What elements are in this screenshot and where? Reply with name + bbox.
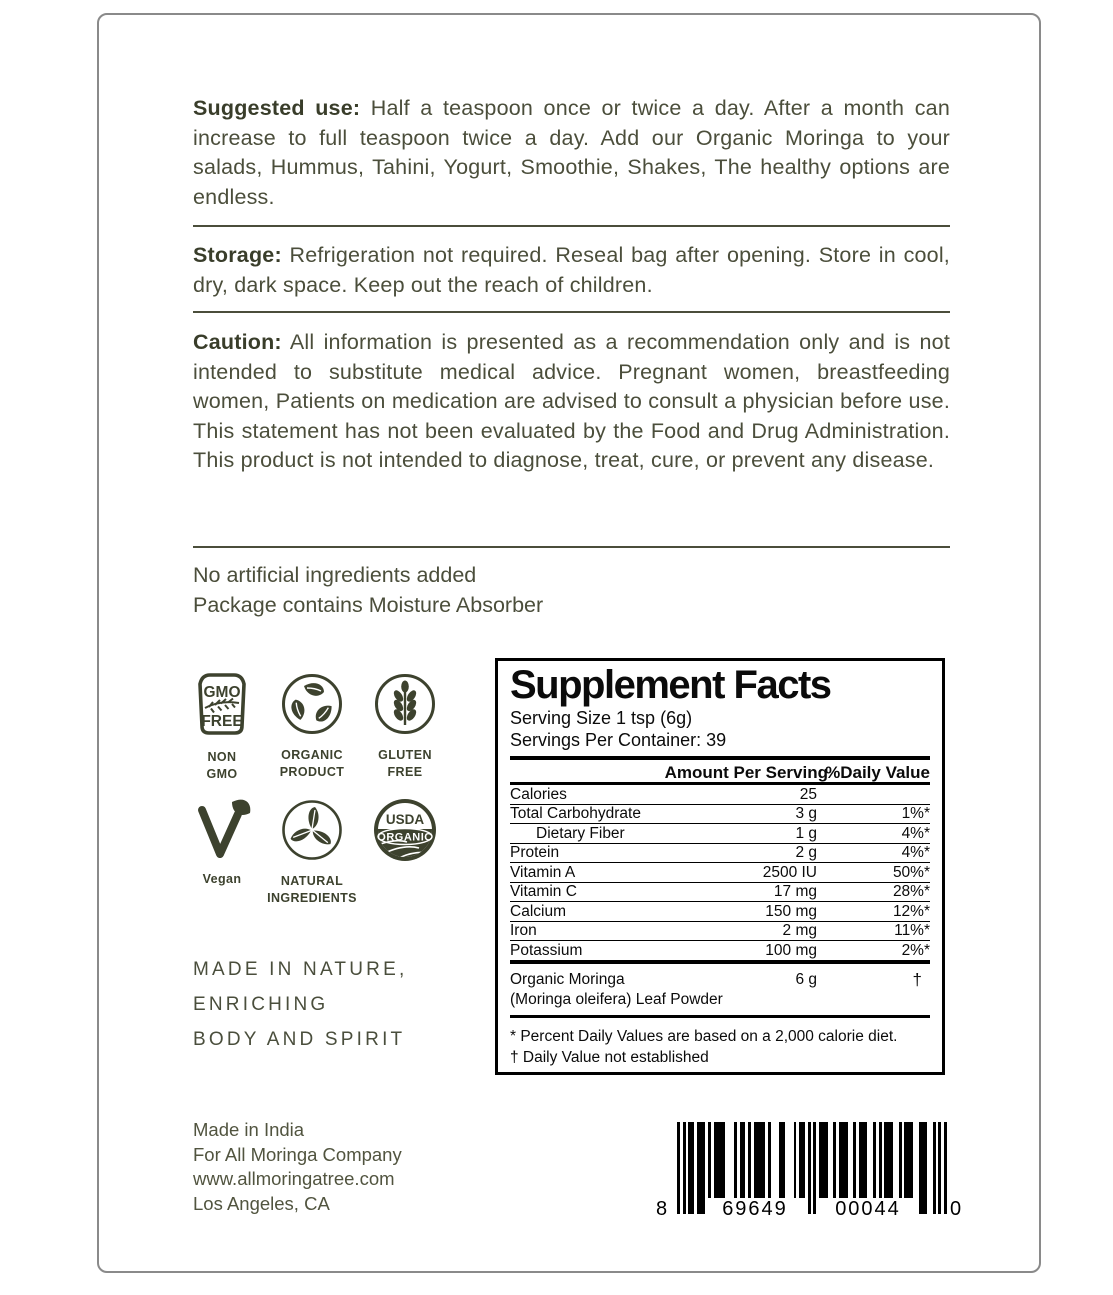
facts-row-iron <box>510 921 930 941</box>
row-name: Potassium <box>510 941 583 959</box>
ingredient-amount: 6 g <box>795 970 817 988</box>
row-name: Total Carbohydrate <box>510 805 641 822</box>
badge-label-line: GLUTEN <box>378 748 432 762</box>
amount-per-serving-header: Amount Per Serving <box>664 763 828 782</box>
badge-non-gmo-label <box>206 749 237 783</box>
row-amount: 2 mg <box>782 922 817 939</box>
row-amount: 2 g <box>795 844 817 861</box>
footnote-percent-dv: * Percent Daily Values are based on a 2,000 calorie diet. <box>510 1027 898 1045</box>
barcode-digits-group2: 00044 <box>835 1198 901 1220</box>
row-dv: 28%* <box>892 883 930 900</box>
badge-label-line: NON <box>207 750 237 764</box>
row-name: Protein <box>510 844 560 861</box>
note-no-artificial: No artificial ingredients added <box>193 563 477 587</box>
note-moisture-absorber: Package contains Moisture Absorber <box>193 592 544 617</box>
suggested-use-text: Half a teaspoon once or twice a day. After a month can increase to full teaspoon twice a day. Add our Organic Moringa to your salads, Hummus, Tahini, Yogurt, Smoothie, Shakes, The healthy options are endless. <box>193 96 950 209</box>
serving-size: Serving Size 1 tsp (6g) <box>510 708 693 728</box>
facts-row-total-carbohydrate <box>510 804 930 824</box>
barcode-digit-right: 0 <box>950 1198 962 1220</box>
facts-row-calories <box>510 785 930 804</box>
row-name: Calories <box>510 785 567 803</box>
badge-label-line: PRODUCT <box>279 765 345 779</box>
badge-label-line: INGREDIENTS <box>267 891 357 905</box>
row-dv: 11%* <box>894 922 930 939</box>
storage-text: Refrigeration not required. Reseal bag after opening. Store in cool, dry, dark space. Keep out the reach of children. <box>193 243 950 297</box>
organic-leaves-icon <box>280 672 344 736</box>
svg-text:USDA: USDA <box>385 812 425 827</box>
facts-header-row <box>510 760 930 785</box>
tagline-line-1: MADE IN NATURE, <box>193 959 408 980</box>
row-amount: 25 <box>799 785 817 803</box>
address-made-in: Made in India <box>193 1119 305 1140</box>
svg-text:ORGANIC: ORGANIC <box>377 831 433 844</box>
address-company: For All Moringa Company <box>193 1143 402 1165</box>
suggested-use-heading: Suggested use: <box>193 96 361 120</box>
address-block <box>193 1118 402 1216</box>
notes-block <box>193 561 543 621</box>
footnote-dv-not-established: † Daily Value not established <box>510 1049 709 1066</box>
svg-text:GMO: GMO <box>203 684 241 701</box>
row-name: Vitamin C <box>510 883 577 900</box>
badge-label-line: NATURAL <box>280 874 344 888</box>
row-name: Calcium <box>510 902 566 920</box>
row-dv: 12%* <box>892 902 930 920</box>
badge-organic-product-label <box>280 747 345 781</box>
barcode <box>652 1120 972 1228</box>
badge-gluten-free <box>350 672 460 781</box>
servings-per-container: Servings Per Container: 39 <box>510 730 727 750</box>
suggested-use-paragraph <box>193 94 950 212</box>
facts-row-vitamin-a <box>510 862 930 882</box>
address-city: Los Angeles, CA <box>193 1192 330 1214</box>
row-dv: 50%* <box>892 863 930 881</box>
svg-text:FREE: FREE <box>201 713 243 730</box>
caution-heading: Caution: <box>193 330 282 354</box>
tagline-line-3: BODY AND SPIRIT <box>193 1029 406 1050</box>
badge-usda-organic <box>350 798 460 862</box>
badge-label-line: FREE <box>387 765 423 779</box>
gmo-free-badge-icon <box>190 672 254 738</box>
daily-value-header: %Daily Value <box>825 763 930 782</box>
badge-label-line: Vegan <box>202 872 242 886</box>
row-dv: 4%* <box>901 844 930 861</box>
divider-rule-1 <box>193 225 950 227</box>
barcode-digits-group1: 69649 <box>722 1198 788 1220</box>
storage-heading: Storage: <box>193 243 282 267</box>
row-amount: 1 g <box>795 824 817 842</box>
barcode-digit-left: 8 <box>656 1198 668 1220</box>
facts-ingredient-row <box>510 964 930 1015</box>
badge-natural-ingredients-label <box>267 873 357 907</box>
ingredient-dv: † <box>912 969 922 989</box>
facts-row-dietary-fiber <box>510 823 930 843</box>
row-dv: 4%* <box>901 824 930 842</box>
divider-rule-2 <box>193 311 950 313</box>
address-website: www.allmoringatree.com <box>193 1168 395 1190</box>
row-dv: 1%* <box>901 805 930 822</box>
facts-row-calcium <box>510 901 930 921</box>
row-amount: 150 mg <box>765 902 817 920</box>
row-dv: 2%* <box>901 941 930 959</box>
badge-label-line: GMO <box>206 767 238 781</box>
row-amount: 17 mg <box>773 883 817 900</box>
row-name: Dietary Fiber <box>536 824 625 842</box>
caution-paragraph <box>193 328 950 476</box>
ingredient-name: Organic Moringa <box>510 970 625 988</box>
vegan-v-leaf-icon <box>192 798 252 860</box>
badge-gluten-free-label <box>378 747 432 781</box>
row-name: Vitamin A <box>510 863 576 881</box>
row-amount: 100 mg <box>765 941 817 959</box>
tagline <box>193 952 407 1057</box>
ingredient-name-2: (Moringa oleifera) Leaf Powder <box>510 990 723 1008</box>
row-amount: 3 g <box>795 805 817 822</box>
natural-leaves-icon <box>280 798 344 862</box>
caution-text: All information is presented as a recommendation only and is not intended to substitute medical advice. Pregnant women, breastfeeding women, Patients on medication are advised to consult a physician before use. This statement has not been evaluated by the Food and Drug Administration. This product is not intended to diagnose, treat, cure, or prevent any disease. <box>193 330 950 473</box>
storage-paragraph <box>193 241 950 300</box>
badge-label-line: ORGANIC <box>281 748 343 762</box>
supplement-facts-panel <box>495 658 945 1075</box>
usda-organic-seal-icon <box>373 798 437 862</box>
supplement-facts-title: Supplement Facts <box>510 663 831 707</box>
wheat-gluten-free-icon <box>373 672 437 736</box>
badge-vegan-label <box>203 871 242 888</box>
facts-row-protein <box>510 843 930 863</box>
divider-rule-3 <box>193 546 950 548</box>
facts-footnotes <box>510 1018 930 1069</box>
facts-rows <box>510 785 930 960</box>
tagline-line-2: ENRICHING <box>193 994 329 1015</box>
facts-row-potassium <box>510 940 930 960</box>
row-name: Iron <box>510 922 537 939</box>
row-amount: 2500 IU <box>762 863 817 881</box>
facts-row-vitamin-c <box>510 882 930 902</box>
